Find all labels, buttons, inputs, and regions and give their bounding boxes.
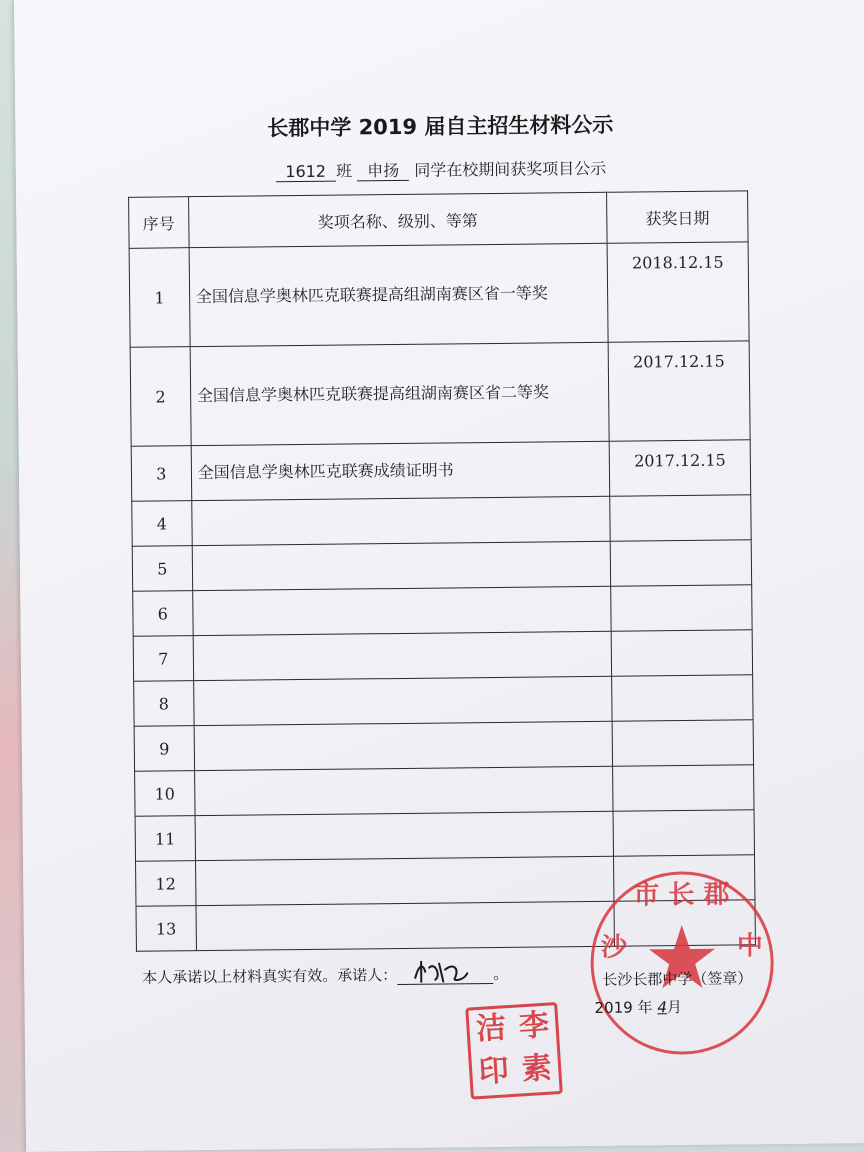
row-seq: 4 xyxy=(132,501,192,547)
seal-char: 印 xyxy=(477,1053,510,1091)
class-number: 1612 xyxy=(275,162,336,183)
header-award-name: 奖项名称、级别、等第 xyxy=(188,192,607,247)
row-award-date: 2017.12.15 xyxy=(608,341,750,441)
table-header-row xyxy=(129,191,749,248)
seal-char: 洁 xyxy=(475,1010,508,1048)
row-seq: 11 xyxy=(135,816,195,862)
row-award-date: 2017.12.15 xyxy=(609,440,750,496)
row-award-name xyxy=(196,901,615,950)
row-seq: 8 xyxy=(134,681,194,727)
awards-table xyxy=(128,190,756,951)
sign-month-suffix: 月 xyxy=(666,998,683,1017)
row-seq: 9 xyxy=(134,726,194,772)
personal-seal xyxy=(465,1002,563,1100)
table-row xyxy=(133,630,752,681)
school-signature-label: 长沙长郡中学（签章） xyxy=(602,969,753,989)
table-row xyxy=(134,720,753,771)
table-row xyxy=(132,495,751,546)
table-row xyxy=(129,242,749,347)
seal-char: 李 xyxy=(517,1007,551,1045)
row-award-name: 全国信息学奥林匹克联赛提高组湖南赛区省二等奖 xyxy=(190,342,609,445)
header-award-date: 获奖日期 xyxy=(607,191,748,243)
class-suffix: 班 xyxy=(335,161,353,181)
row-award-date xyxy=(613,765,754,811)
row-award-name: 全国信息学奥林匹克联赛成绩证明书 xyxy=(191,441,610,500)
row-award-date xyxy=(613,810,754,856)
document-title: 长郡中学 2019 届自主招生材料公示 xyxy=(267,112,614,141)
row-award-date xyxy=(610,495,751,541)
subtitle-rest: 同学在校期间获奖项目公示 xyxy=(414,158,607,180)
school-seal xyxy=(581,862,783,1064)
row-award-name xyxy=(193,631,612,680)
svg-text:中: 中 xyxy=(736,931,764,962)
promise-text: 本人承诺以上材料真实有效。承诺人： xyxy=(142,966,398,987)
signature-line xyxy=(397,957,493,985)
document-subtitle xyxy=(16,153,864,185)
document-paper xyxy=(14,0,864,1152)
row-award-name xyxy=(193,676,612,725)
row-award-name xyxy=(194,721,613,770)
seal-char: 素 xyxy=(520,1050,553,1088)
row-award-name xyxy=(192,496,611,545)
row-seq: 13 xyxy=(136,906,196,952)
row-seq: 2 xyxy=(130,347,191,447)
row-seq: 12 xyxy=(136,861,196,907)
promise-statement xyxy=(142,957,508,988)
sign-month: 4 xyxy=(657,998,667,1017)
row-award-name xyxy=(192,586,611,635)
table-row xyxy=(133,585,752,636)
table-row xyxy=(135,765,754,816)
row-award-name xyxy=(195,811,614,860)
sign-date xyxy=(594,996,682,1018)
svg-text:沙: 沙 xyxy=(600,932,628,963)
row-seq: 10 xyxy=(135,771,195,817)
row-award-name: 全国信息学奥林匹克联赛提高组湖南赛区省一等奖 xyxy=(189,243,608,346)
row-seq: 5 xyxy=(132,546,192,592)
table-row xyxy=(135,810,754,861)
row-award-name xyxy=(192,541,611,590)
row-seq: 7 xyxy=(133,636,193,682)
row-award-date xyxy=(611,585,752,631)
header-seq: 序号 xyxy=(129,197,189,249)
row-award-date xyxy=(612,675,753,721)
sign-year-suffix: 年 xyxy=(637,998,653,1017)
row-award-name xyxy=(195,856,614,905)
row-seq: 1 xyxy=(129,248,190,348)
row-seq: 6 xyxy=(133,591,193,637)
row-award-date: 2018.12.15 xyxy=(607,242,749,342)
table-row xyxy=(131,440,751,501)
table-row xyxy=(132,540,751,591)
row-award-name xyxy=(194,766,613,815)
row-award-date xyxy=(612,720,753,766)
promise-end: 。 xyxy=(493,964,509,984)
handwritten-signature xyxy=(405,957,485,984)
row-seq: 3 xyxy=(131,446,191,502)
row-award-date xyxy=(610,540,751,586)
sign-year: 2019 xyxy=(594,998,633,1017)
table-row xyxy=(130,341,750,446)
student-name: 申扬 xyxy=(357,161,409,182)
svg-text:市 长 郡: 市 长 郡 xyxy=(633,879,730,911)
table-row xyxy=(134,675,753,726)
row-award-date xyxy=(611,630,752,676)
